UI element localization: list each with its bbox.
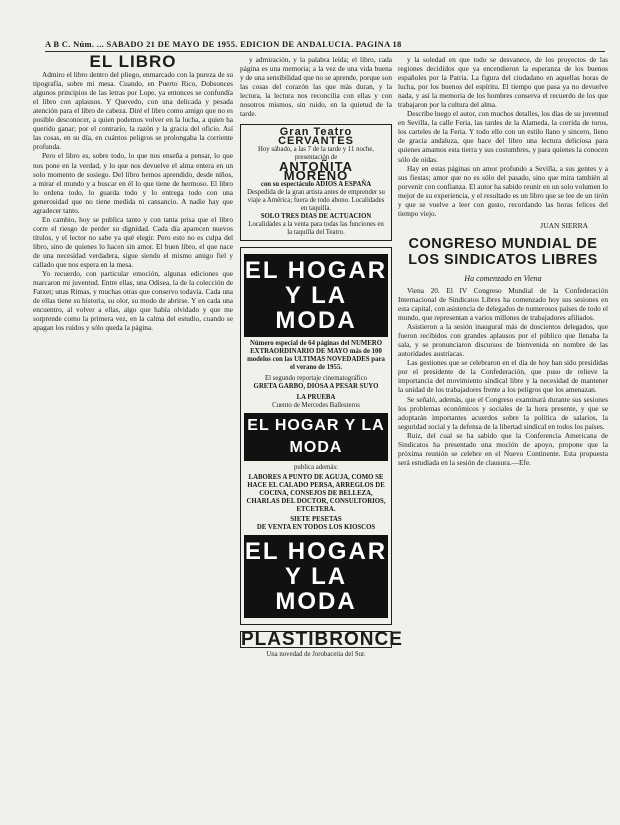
article-signature: JUAN SIERRA: [540, 220, 588, 230]
article-continuation: y admiración, y la palabra leída; el libro, cada página es una memoria; a la vez de una vida buena y de una sensibilidad que no se aprende, porque son las cosas del corazón las que más duran, y la lectura, la lectura nos reconcilia con ellas y con nosotros mismos, sin ruido, en la quietud de la tarde.: [240, 55, 392, 119]
ad-plastibronce-sub: Una novedad de Jorobacetia del Sur.: [266, 650, 366, 658]
article-title: EL LIBRO: [89, 52, 177, 71]
ad-plastibronce: [240, 628, 403, 659]
congreso-paragraph: Se señaló, además, que el Congreso examinará durante sus sesiones los problemas económicos y sociales de la hora presente, y que se adoptarán importantes acuerdos sobre la política de salarios, la seguridad social y la defensa de la libertad sindical en todos los países.: [398, 394, 608, 431]
ad-hogar-brand: EL HOGAR Y LA MODA: [244, 254, 388, 337]
ad-teatro-line: con su espectáculo ADIOS A ESPAÑA: [260, 180, 372, 188]
ad-hogar-brand: EL HOGAR Y LA MODA: [244, 413, 388, 461]
ad-teatro-line: Localidades a la venta para todas las funciones en la taquilla del Teatro.: [248, 220, 384, 236]
article-paragraph: Describe luego el autor, con muchos detalles, los días de su juventud en Sevilla, la calle Feria, las tardes de la Alameda, la corrida de toros, los carteles de la Feria. Y todo ello con un estilo llano y sincero, lleno de gracia andaluza, que hace del libro una lectura deliciosa para quienes amamos esta tierra y sus costumbres, y para quienes la conocen sólo de oídas.: [398, 109, 608, 164]
article-paragraph: En cambio, hoy se publica tanto y con tanta prisa que el libro corre el riesgo de perder su dignidad. Cada día aparecen nuevos títulos, y el lector no sabe ya qué elegir. Pero esto no es culpa del libro, sino de quienes lo hacen sin amor. El buen libro, el que nace de una necesidad verdadera, sigue siendo el mismo amigo fiel y callado que nos espera en la mesa.: [33, 214, 233, 270]
congreso-paragraph: Asistieron a la sesión inaugural más de doscientos delegados, que fueron recibidos con grandes aplausos por el público que llenaba la sala, y se pronunciaron discursos de bienvenida en nombre de las autoridades austríacas.: [398, 322, 608, 359]
ad-hogar-text: publica además:: [294, 463, 338, 471]
ad-hogar-text: Cuento de Mercedes Ballesteros: [272, 401, 360, 409]
ad-hogar-text: DE VENTA EN TODOS LOS KIOSCOS: [256, 523, 376, 531]
column-3: [398, 55, 608, 467]
article-paragraph: y la soledad en que todo se desvanece, de los proyectos de las regiones decididos que ya encendieron la esperanza de los buenos españoles por la Patria. La figura del ciudadano en aquellas horas de lucha, por los buenos del espíritu. El tiempo que pasa ya no devuelve nada, y así la memoria de los hombres conserva el recuerdo de los que trabajaron por la cultura del alma.: [398, 55, 608, 110]
congreso-subhead: Ha comenzado en Viena: [464, 273, 542, 283]
article-paragraph: Hay en estas páginas un amor profundo a Sevilla, a sus gentes y a sus fiestas; amor que no es sólo del pasado, sino que mira también al porvenir con confianza. El autor ha sabido reunir en un solo volumen lo mejor de su experiencia, y el resultado es un libro que se lee de un tirón y que se vuelve a leer con gusto, recordando las horas felices del tiempo viejo.: [398, 163, 608, 218]
ad-plastibronce-title: PLASTIBRONCE: [241, 628, 403, 650]
ad-hogar-text: Número especial de 64 páginas del NUMERO EXTRAORDINARIO DE MAYO más de 100 modelos con las ULTIMAS NOVEDADES para el verano de 1955.: [247, 339, 385, 371]
ad-hogar-text: LABORES A PUNTO DE AGUJA, COMO SE HACE EL CALADO PERSA, ARREGLOS DE COCINA, CONSEJOS DE BELLEZA, CHARLAS DEL DOCTOR, CONSULTORIOS, ETCETERA.: [246, 473, 386, 513]
column-1: [33, 52, 233, 333]
ad-teatro-artist: ANTOÑITA MORENO: [279, 159, 353, 184]
ad-hogar-text: LA PRUEBA: [296, 393, 336, 401]
article-paragraph: Yo recuerdo, con particular emoción, algunas ediciones que marcaron mi juventud. Entre ellas, una Odisea, la de la colección de Fatxet; unas Rimas, y muchas otras que conservo todavía. Cada una de ellas tiene su historia, su olor, su modo de abrirse. Y en cada una encuentro, al volver a ellas, algo que había olvidado y que me sorprende como la primera vez, en la calma del estudio, cuando se apagan los ruidos y sólo queda la página.: [33, 269, 233, 333]
ad-hogar-text: GRETA GARBO, DIOSA A PESAR SUYO: [253, 382, 379, 390]
ad-teatro-title: Gran Teatro CERVANTES: [278, 126, 354, 148]
article-paragraph: Pero el libro es, sobre todo, lo que nos enseña a pensar, lo que nos pone en la verdad, y lo que nos devuelve el alma entera en un solo momento de sosiego. Del libro hemos aprendido, desde niños, a mirar el mundo y a buscar en él lo que tiene de hermoso. El libro lo ordena todo, lo guarda todo y lo entrega todo con una generosidad que no tiene medida ni cansancio. A nadie hay que agradecer tanto.: [33, 151, 233, 215]
ad-hogar-moda: [240, 247, 392, 625]
ad-teatro-line: Despedida de la gran artista antes de emprender su viaje a América; fuera de todo abono. Localidades en taquilla.: [247, 188, 385, 212]
page-header: A B C. Núm. ... SABADO 21 DE MAYO DE 1955. EDICION DE ANDALUCIA. PAGINA 18: [45, 39, 605, 52]
ad-teatro-line: SOLO TRES DIAS DE ACTUACION: [260, 212, 372, 220]
article-paragraph: Admiro el libro dentro del pliego, enmarcado con la pureza de su tipografía, sobre mi mesa. Cuando, en Puerto Rico, Dobsonces algunos principios de las letras por Lope, ya entonces se confundía el libro con aplausos. Y Quevedo, con una delicada y pesada atención para el libro de cabeza. Diré el libro como amigo que no es posible desconocer, a quien podemos volver en la lucha, a quien ha querido ganar; por el contrario, la razón y la gracia del oficio. Así las cosas, en su día, en cuántos peligros se prolongaba la corriente profunda.: [33, 70, 233, 152]
ad-teatro-cervantes: [240, 124, 392, 240]
ad-hogar-text: SIETE PESETAS: [290, 515, 342, 523]
ad-hogar-text: El segundo reportaje cinematográfico: [264, 374, 368, 382]
ad-teatro-line: Hoy sábado, a las 7 de la tarde y 11 noche, presentación de: [257, 146, 374, 162]
congreso-headline: CONGRESO MUNDIAL DE LOS SINDICATOS LIBRES: [408, 235, 598, 268]
congreso-paragraph: Ruiz, del cual se ha sabido que la Conferencia Americana de Sindicatos ha presentado una moción de apoyo, propone que la próxima reunión se celebre en el Nuevo Continente. Esta propuesta será estudiada en la sesión de clausura.—Efe.: [398, 430, 608, 467]
column-2: [240, 55, 403, 659]
congreso-paragraph: Las gestiones que se celebraron en el día de hoy han sido presididas por el presidente de la Confederación, que puso de relieve la importancia del movimiento sindical libre y la necesidad de mantener la unidad de los trabajadores frente a los peligros que los amenazan.: [398, 358, 608, 395]
congreso-paragraph: Viena 20. El IV Congreso Mundial de la Confederación Internacional de Sindicatos Libres ha comenzado hoy sus sesiones en esta capital, con asistencia de delegados de numerosos países de todo el mundo, que representan a varios millones de trabajadores afiliados.: [398, 285, 608, 323]
ad-hogar-brand: EL HOGAR Y LA MODA: [244, 535, 388, 618]
